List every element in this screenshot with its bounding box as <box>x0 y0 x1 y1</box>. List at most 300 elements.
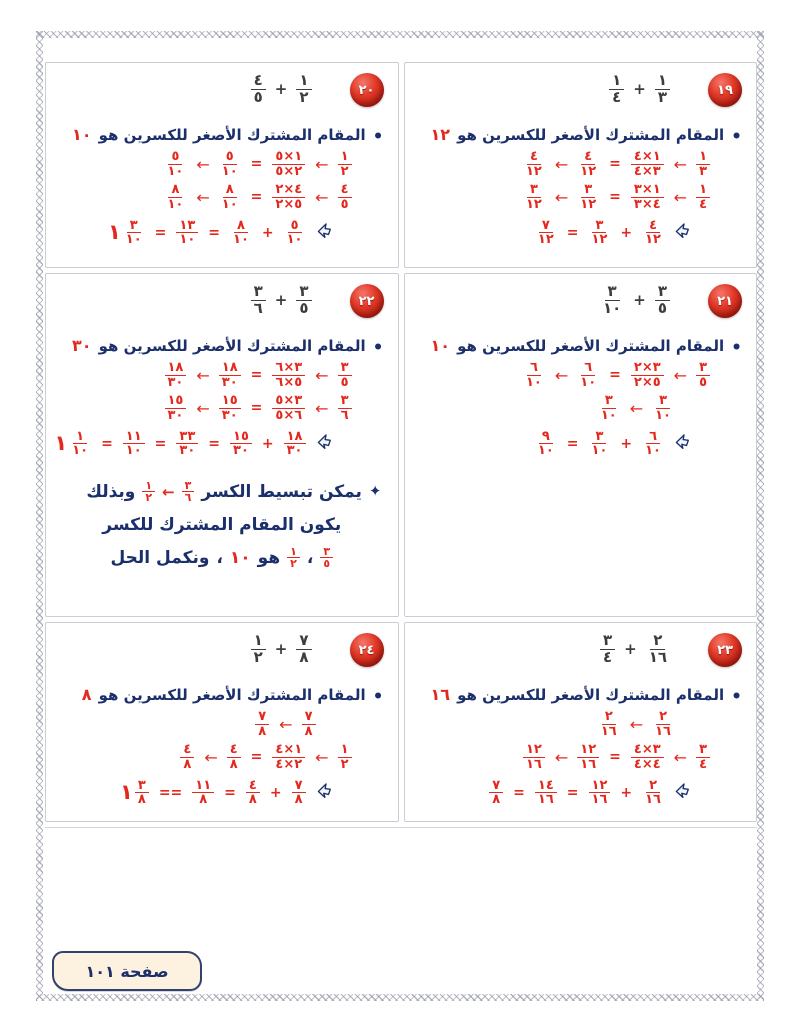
answer-arrow-icon <box>314 221 335 245</box>
fraction <box>123 219 145 247</box>
fraction-denominator: ٨ <box>304 723 313 739</box>
fraction <box>696 743 710 771</box>
fraction <box>272 183 305 211</box>
work-row-convert <box>58 394 386 422</box>
fraction <box>600 633 615 666</box>
lcd-statement <box>419 685 743 707</box>
fraction <box>246 779 260 807</box>
fraction <box>577 183 599 211</box>
operator: + <box>269 784 282 801</box>
mixed-whole: ١ <box>54 431 68 456</box>
fraction-numerator: ٧ <box>489 779 503 794</box>
fraction <box>165 361 187 389</box>
fraction-numerator: ١ <box>655 73 670 90</box>
work-row-convert <box>58 150 386 178</box>
operator: = <box>154 224 167 241</box>
fraction-denominator: ١٠ <box>526 374 542 390</box>
fraction-numerator: ١ <box>696 183 710 198</box>
fraction <box>338 150 352 178</box>
problem-number: ٢٠ <box>358 82 375 98</box>
fraction-denominator: ٢×٥ <box>633 374 661 390</box>
fraction <box>272 394 305 422</box>
fraction-denominator: ١٠ <box>655 407 671 423</box>
fraction-denominator: ٤×٢ <box>275 756 303 772</box>
operator: + <box>620 435 633 452</box>
fraction-numerator: ٣ <box>320 546 333 559</box>
operator: = <box>250 156 263 173</box>
left-arrow: ← <box>315 154 328 174</box>
fraction <box>631 743 664 771</box>
fraction-numerator: ٥ <box>168 150 182 165</box>
fraction-numerator: ٣ <box>592 430 606 445</box>
fraction <box>255 710 269 738</box>
note-text: ، <box>306 547 314 568</box>
lcd-value: ١٠ <box>72 125 92 144</box>
fraction-denominator: ٣٠ <box>167 374 184 390</box>
fraction-denominator: ٣٠ <box>286 443 303 459</box>
fraction <box>631 183 664 211</box>
fraction <box>251 284 266 317</box>
left-arrow: ← <box>162 482 175 501</box>
mixed-number <box>120 779 149 807</box>
fraction-numerator: ٢×٣ <box>631 361 664 376</box>
fraction-denominator: ١٠ <box>179 232 196 248</box>
answer-arrow-icon <box>673 432 694 456</box>
problem-number: ٢٢ <box>358 293 375 309</box>
problem-card-19 <box>404 62 758 268</box>
fraction-numerator: ٣ <box>527 183 541 198</box>
fraction-numerator: ٦ <box>527 361 541 376</box>
operator: = <box>609 189 621 206</box>
fraction <box>180 743 194 771</box>
fraction-numerator: ٣ <box>592 219 606 234</box>
fraction-numerator: ٨ <box>223 183 237 198</box>
operator: == <box>158 784 183 801</box>
bullet-dot-icon: • <box>731 338 742 358</box>
operator: = <box>566 224 579 241</box>
work-row-answer <box>417 430 745 458</box>
fraction-denominator: ٦ <box>184 491 192 505</box>
operator: + <box>261 224 274 241</box>
note-text: وبذلك <box>86 481 136 502</box>
answer-arrow-icon <box>314 432 335 456</box>
fraction <box>69 430 91 458</box>
fraction <box>142 480 155 504</box>
fraction-numerator: ٥×٣ <box>272 394 305 409</box>
fraction <box>251 633 266 666</box>
fraction-numerator: ٦ <box>646 430 660 445</box>
fraction-numerator: ٤ <box>227 743 241 758</box>
fraction-denominator: ٣٠ <box>179 443 196 459</box>
fraction-numerator: ٤×٣ <box>631 743 664 758</box>
solution-work <box>58 710 386 807</box>
fraction-numerator: ٩ <box>539 430 553 445</box>
problem-number-badge <box>350 633 384 667</box>
fraction-denominator: ٥×٢ <box>275 163 303 179</box>
left-arrow: ← <box>554 365 568 385</box>
fraction-denominator: ١٠ <box>167 163 184 179</box>
work-row-convert <box>417 743 745 771</box>
operator: + <box>633 80 646 99</box>
answer-arrow-icon <box>673 221 694 245</box>
decorative-frame-left <box>36 31 43 1001</box>
note-text: ، <box>216 547 223 568</box>
mixed-whole: ١ <box>120 780 133 805</box>
fraction-numerator: ٨ <box>168 183 182 198</box>
fraction-denominator: ١٦ <box>591 792 608 808</box>
fraction <box>176 430 198 458</box>
fraction <box>631 150 664 178</box>
solution-work <box>417 150 745 247</box>
fraction-denominator: ١٠ <box>600 407 617 423</box>
left-arrow: ← <box>673 154 687 174</box>
note-line-1 <box>58 480 386 504</box>
bullet-dot-icon: • <box>372 338 384 358</box>
operator: = <box>154 435 167 452</box>
fraction-numerator: ١ <box>142 480 155 493</box>
fraction <box>577 743 599 771</box>
mixed-whole: ١ <box>107 220 121 245</box>
problem-number: ٢٣ <box>717 642 733 658</box>
grid-bottom-divider <box>45 827 757 828</box>
lcd-statement-text: المقام المشترك الأصغر للكسرين هو <box>457 337 725 355</box>
fraction <box>523 183 545 211</box>
fraction-denominator: ٦×٥ <box>275 374 303 390</box>
fraction-denominator: ٨ <box>258 723 267 739</box>
problem-header <box>58 631 386 683</box>
fraction-numerator: ٤ <box>646 219 660 234</box>
lcd-value: ١٢ <box>430 125 451 144</box>
problem-expression <box>600 284 670 317</box>
fraction-denominator: ١٠ <box>537 443 554 459</box>
fraction-numerator: ٨ <box>234 219 248 234</box>
operator: = <box>250 400 263 417</box>
note-text: هو <box>257 547 281 568</box>
fraction-denominator: ١٦ <box>655 723 671 739</box>
simplification-note <box>58 480 386 570</box>
fraction-denominator: ٥×٦ <box>275 407 303 423</box>
lcd-value: ٣٠ <box>72 336 92 355</box>
fraction-numerator: ٥ <box>223 150 237 165</box>
fraction-numerator: ٧ <box>255 710 269 725</box>
fraction-numerator: ٣٣ <box>176 430 198 445</box>
fraction-denominator: ١٢ <box>580 163 597 179</box>
problem-card-21 <box>404 273 758 617</box>
fraction-numerator: ١ <box>609 73 624 90</box>
fraction-numerator: ١ <box>287 546 300 559</box>
fraction <box>642 779 664 807</box>
work-row-convert <box>58 183 386 211</box>
mixed-number <box>54 430 91 458</box>
fraction-numerator: ١٥ <box>219 394 241 409</box>
fraction <box>589 430 611 458</box>
fraction-denominator: ٣ <box>657 87 667 106</box>
problem-number-badge <box>708 284 742 318</box>
note-text: ونكمل الحل <box>110 547 210 568</box>
note-text: يكون المقام المشترك للكسر <box>102 514 342 535</box>
answer-arrow-icon <box>314 781 335 805</box>
problem-card-22 <box>45 273 399 617</box>
fraction <box>523 743 545 771</box>
problem-card-23 <box>404 622 758 822</box>
fraction <box>523 361 545 389</box>
work-row-convert <box>417 183 745 211</box>
work-row-convert <box>58 743 386 771</box>
lcd-statement-text: المقام المشترك الأصغر للكسرين هو <box>457 686 725 704</box>
fraction-numerator: ٦ <box>581 361 595 376</box>
fraction-denominator: ٢ <box>253 647 263 666</box>
problem-header <box>417 282 745 334</box>
fraction-numerator: ٤×١ <box>272 743 305 758</box>
left-arrow: ← <box>629 714 643 734</box>
fraction-denominator: ٢ <box>145 491 153 505</box>
fraction <box>535 430 557 458</box>
lcd-statement-text: المقام المشترك الأصغر للكسرين هو <box>457 126 725 144</box>
fraction <box>251 73 266 106</box>
work-row-copy <box>417 710 745 738</box>
problem-card-20 <box>45 62 399 268</box>
fraction-denominator: ٣٠ <box>167 407 184 423</box>
answer-arrow-icon <box>673 781 694 805</box>
fraction-numerator: ٢ <box>602 710 616 725</box>
lcd-statement <box>60 336 384 358</box>
bullet-dot-icon: • <box>731 687 742 707</box>
fraction <box>219 361 241 389</box>
work-row-answer <box>58 779 386 807</box>
solution-work <box>417 710 745 807</box>
problem-expression <box>251 284 312 317</box>
fraction-numerator: ٤ <box>527 150 541 165</box>
fraction-denominator: ٣٠ <box>233 443 249 459</box>
fraction-denominator: ٢ <box>340 163 349 179</box>
decorative-frame-right <box>757 31 764 1001</box>
lcd-statement-text: المقام المشترك الأصغر للكسرين هو <box>98 126 366 144</box>
fraction <box>192 779 214 807</box>
problem-expression <box>600 633 670 666</box>
fraction <box>272 361 305 389</box>
fraction-numerator: ١١ <box>123 430 145 445</box>
fraction-denominator: ٥ <box>699 374 707 390</box>
fraction-numerator: ٤ <box>246 779 260 794</box>
note-number: ١٠ <box>229 547 251 568</box>
fraction <box>182 480 195 504</box>
fraction-numerator: ٧ <box>302 710 316 725</box>
fraction-numerator: ٤ <box>338 183 352 198</box>
left-arrow: ← <box>554 154 568 174</box>
bullet-dot-icon: • <box>372 687 384 707</box>
fraction-numerator: ١٤ <box>535 779 557 794</box>
fraction <box>338 361 352 389</box>
operator: + <box>261 435 274 452</box>
fraction <box>589 779 611 807</box>
fraction <box>302 710 316 738</box>
fraction-numerator: ٣ <box>605 284 620 301</box>
fraction <box>284 430 306 458</box>
fraction-denominator: ٥ <box>340 374 349 390</box>
fraction-numerator: ٧ <box>539 219 553 234</box>
lcd-value: ١٠ <box>430 336 451 355</box>
problem-header <box>58 71 386 123</box>
problem-expression <box>251 73 312 106</box>
left-arrow: ← <box>196 187 209 207</box>
fraction-numerator: ١ <box>296 73 311 90</box>
fraction <box>165 183 187 211</box>
work-row-convert <box>417 361 745 389</box>
left-arrow: ← <box>279 714 292 734</box>
fraction <box>696 150 710 178</box>
bullet-dot-icon: • <box>372 127 384 147</box>
fraction-numerator: ٤ <box>251 73 266 90</box>
fraction-numerator: ١٢ <box>589 779 611 794</box>
operator: = <box>208 224 221 241</box>
operator: = <box>566 784 579 801</box>
fraction-numerator: ١ <box>73 430 87 445</box>
fraction-denominator: ٨ <box>248 792 257 808</box>
fraction <box>577 150 599 178</box>
bullet-dot-icon: • <box>731 127 742 147</box>
fraction-numerator: ٣×١ <box>631 183 664 198</box>
left-arrow: ← <box>673 747 687 767</box>
fraction-numerator: ٦×٣ <box>272 361 305 376</box>
fraction-numerator: ١ <box>251 633 266 650</box>
fraction-numerator: ٣ <box>182 480 195 493</box>
fraction-numerator: ٣ <box>135 779 149 794</box>
operator: + <box>274 291 288 310</box>
left-arrow: ← <box>315 398 328 418</box>
fraction-denominator: ٤ <box>699 196 707 212</box>
fraction-numerator: ٥ <box>288 219 302 234</box>
page-number-label: صفحة ١٠١ <box>85 961 169 981</box>
fraction-denominator: ٨ <box>299 647 309 666</box>
fraction-denominator: ٤×٣ <box>633 163 661 179</box>
decorative-frame-bottom <box>36 994 764 1001</box>
lcd-statement <box>419 125 743 147</box>
solution-work <box>54 360 386 459</box>
problem-expression <box>251 633 312 666</box>
fraction <box>655 284 670 317</box>
work-row-copy <box>417 394 745 422</box>
fraction-denominator: ١٦ <box>645 792 661 808</box>
fraction-denominator: ١٠ <box>602 298 622 317</box>
left-arrow: ← <box>315 747 328 767</box>
lcd-statement <box>60 125 384 147</box>
fraction <box>489 779 503 807</box>
fraction <box>535 779 557 807</box>
problem-header <box>417 71 745 123</box>
note-line-2 <box>58 515 386 535</box>
operator: = <box>513 784 525 801</box>
fraction-numerator: ٣ <box>338 361 352 376</box>
fraction <box>176 219 198 247</box>
fraction-denominator: ١٠ <box>72 443 89 459</box>
left-arrow: ← <box>204 747 217 767</box>
fraction-denominator: ٣×٤ <box>633 196 661 212</box>
fraction-numerator: ١٥ <box>230 430 252 445</box>
fraction-denominator: ٦ <box>340 407 349 423</box>
solution-work <box>58 150 386 247</box>
fraction-denominator: ٨ <box>294 792 303 808</box>
fraction-denominator: ١٠ <box>125 443 142 459</box>
fraction-numerator: ٣ <box>655 284 670 301</box>
fraction <box>219 150 241 178</box>
fraction-denominator: ١٦ <box>537 792 554 808</box>
fraction-numerator: ٣ <box>338 394 352 409</box>
operator: = <box>609 156 621 173</box>
left-arrow: ← <box>554 187 568 207</box>
fraction-denominator: ٤ <box>612 87 622 106</box>
fraction-denominator: ١٦ <box>526 756 542 772</box>
fraction-denominator: ١٢ <box>580 196 597 212</box>
problem-card-24 <box>45 622 399 822</box>
fraction-denominator: ٨ <box>199 792 208 808</box>
fraction <box>609 73 624 106</box>
operator: + <box>274 640 288 659</box>
operator: + <box>633 291 646 310</box>
fraction-denominator: ٣٠ <box>221 407 238 423</box>
star-bullet-icon: ✦ <box>368 481 382 500</box>
fraction-numerator: ٧ <box>296 633 311 650</box>
fraction-numerator: ٤×١ <box>631 150 664 165</box>
fraction <box>696 361 710 389</box>
fraction-numerator: ١٨ <box>219 361 241 376</box>
lcd-value: ٨ <box>81 685 92 704</box>
work-row-answer <box>417 219 745 247</box>
fraction <box>272 743 305 771</box>
fraction-denominator: ١٢ <box>526 196 542 212</box>
left-arrow: ← <box>315 365 328 385</box>
operator: + <box>274 80 288 99</box>
fraction-denominator: ٤×٤ <box>633 756 661 772</box>
fraction-denominator: ١٠ <box>580 374 597 390</box>
fraction-numerator: ١٢ <box>523 743 545 758</box>
fraction <box>219 183 241 211</box>
operator: = <box>101 435 113 452</box>
operator: + <box>620 224 633 241</box>
fraction-denominator: ١٠ <box>286 232 303 248</box>
fraction-denominator: ١٢ <box>537 232 554 248</box>
fraction-denominator: ٥ <box>253 87 263 106</box>
fraction-numerator: ١٥ <box>165 394 187 409</box>
fraction <box>287 546 300 570</box>
fraction-numerator: ٣ <box>581 183 595 198</box>
operator: = <box>609 749 621 766</box>
fraction-numerator: ٣ <box>251 284 266 301</box>
fraction-denominator: ١٠ <box>221 163 238 179</box>
fraction-numerator: ١٨ <box>284 430 306 445</box>
fraction <box>165 394 187 422</box>
fraction-denominator: ١٦ <box>648 647 667 666</box>
fraction-denominator: ١٠ <box>221 196 238 212</box>
fraction-denominator: ٢ <box>290 557 297 571</box>
note-text: يمكن تبسيط الكسر <box>201 481 362 502</box>
fraction-denominator: ١٢ <box>526 163 542 179</box>
fraction-numerator: ٣ <box>696 743 710 758</box>
fraction-denominator: ٥ <box>657 298 667 317</box>
fraction <box>227 743 241 771</box>
fraction-numerator: ٣ <box>600 633 615 650</box>
fraction-numerator: ٢ <box>650 633 665 650</box>
operator: = <box>208 435 221 452</box>
fraction-numerator: ١ <box>338 743 352 758</box>
page-number-pill <box>52 951 202 991</box>
fraction <box>696 183 710 211</box>
problem-header <box>58 282 386 334</box>
operator: = <box>224 784 236 801</box>
fraction-denominator: ٣٠ <box>221 374 238 390</box>
problem-expression <box>609 73 670 106</box>
fraction <box>338 394 352 422</box>
fraction <box>230 219 252 247</box>
